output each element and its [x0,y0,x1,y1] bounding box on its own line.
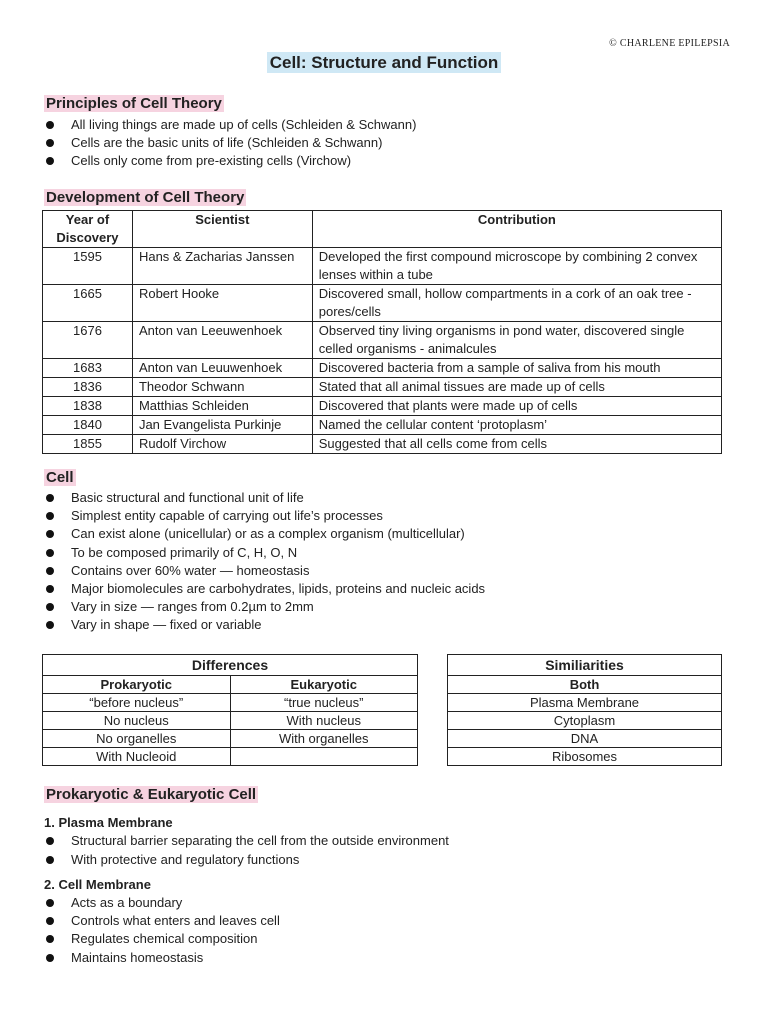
list-item: Vary in size — ranges from 0.2µm to 2mm [44,598,485,616]
prokaryotic-cell: No nucleus [43,712,231,730]
list-item: Contains over 60% water — homeostasis [44,562,485,580]
list-item: To be composed primarily of C, H, O, N [44,544,485,562]
eukaryotic-cell: With organelles [230,730,418,748]
scientist-cell: Matthias Schleiden [132,397,312,416]
similarities-title: Similiarities [448,655,722,676]
contribution-cell: Suggested that all cells come from cells [312,435,721,454]
scientist-cell: Jan Evangelista Purkinje [132,416,312,435]
list-item: Can exist alone (unicellular) or as a complex organism (multicellular) [44,525,485,543]
contribution-cell: Discovered that plants were made up of cells [312,397,721,416]
list-item: Structural barrier separating the cell from the outside environment [44,832,449,851]
scientist-cell: Anton van Leeuwenhoek [132,322,312,359]
table-row [448,730,722,748]
contribution-cell: Discovered small, hollow compartments in a cork of an oak tree - pores/cells [312,285,721,322]
table-row [448,694,722,712]
year-cell: 1855 [43,435,133,454]
contribution-cell: Observed tiny living organisms in pond water, discovered single celled organisms - animalcules [312,322,721,359]
cell-membrane-list [44,894,280,967]
table-row [43,285,722,322]
year-cell: 1676 [43,322,133,359]
table-row [448,712,722,730]
table-header-row [43,211,722,248]
table-row [43,248,722,285]
cell-list [44,489,485,635]
year-cell: 1683 [43,359,133,378]
list-item: Cells only come from pre-existing cells (Virchow) [44,152,416,170]
table-title-row [448,655,722,676]
table-row [43,416,722,435]
similarity-cell: Ribosomes [448,748,722,766]
list-item: Acts as a boundary [44,894,280,912]
scientist-cell: Rudolf Virchow [132,435,312,454]
list-item: With protective and regulatory functions [44,851,449,870]
similarity-cell: DNA [448,730,722,748]
contribution-cell: Named the cellular content ‘protoplasm’ [312,416,721,435]
list-item: Controls what enters and leaves cell [44,912,280,930]
table-row [43,397,722,416]
list-item: Maintains homeostasis [44,949,280,967]
cell-heading: Cell [46,469,74,486]
eukaryotic-cell: “true nucleus” [230,694,418,712]
list-item: All living things are made up of cells (Schleiden & Schwann) [44,116,416,134]
column-header-contribution: Contribution [312,211,721,248]
prok-euk-heading: Prokaryotic & Eukaryotic Cell [46,786,257,803]
list-item: Simplest entity capable of carrying out life’s processes [44,507,485,525]
column-header-year: Year of Discovery [43,211,133,248]
similarity-cell: Plasma Membrane [448,694,722,712]
contribution-cell: Stated that all animal tissues are made up of cells [312,378,721,397]
year-cell: 1840 [43,416,133,435]
table-row [448,748,722,766]
development-heading: Development of Cell Theory [46,189,245,206]
table-row [43,378,722,397]
scientist-cell: Hans & Zacharias Janssen [132,248,312,285]
scientist-cell: Robert Hooke [132,285,312,322]
list-item: Cells are the basic units of life (Schleiden & Schwann) [44,134,416,152]
similarity-cell: Cytoplasm [448,712,722,730]
table-row [43,359,722,378]
list-item: Major biomolecules are carbohydrates, lipids, proteins and nucleic acids [44,580,485,598]
table-row [43,748,418,766]
year-cell: 1836 [43,378,133,397]
prokaryotic-cell: No organelles [43,730,231,748]
page-title [0,53,768,73]
table-row [43,435,722,454]
column-header-prokaryotic: Prokaryotic [43,676,231,694]
list-item: Regulates chemical composition [44,930,280,948]
table-header-row [43,676,418,694]
plasma-membrane-subheading: 1. Plasma Membrane [44,815,173,830]
cell-membrane-subheading: 2. Cell Membrane [44,877,151,892]
contribution-cell: Developed the first compound microscope by combining 2 convex lenses within a tube [312,248,721,285]
page-title-text: Cell: Structure and Function [267,52,502,73]
table-row [43,712,418,730]
development-table [42,210,722,454]
column-header-scientist: Scientist [132,211,312,248]
year-cell: 1838 [43,397,133,416]
differences-table [42,654,418,766]
table-header-row [448,676,722,694]
principles-list [44,116,416,170]
table-row [43,322,722,359]
list-item: Basic structural and functional unit of life [44,489,485,507]
differences-title: Differences [43,655,418,676]
prokaryotic-cell: “before nucleus” [43,694,231,712]
scientist-cell: Theodor Schwann [132,378,312,397]
year-cell: 1595 [43,248,133,285]
scientist-cell: Anton van Leuuwenhoek [132,359,312,378]
prokaryotic-cell: With Nucleoid [43,748,231,766]
plasma-membrane-list [44,832,449,869]
list-item: Vary in shape — fixed or variable [44,616,485,634]
table-title-row [43,655,418,676]
copyright-notice: © CHARLENE EPILEPSIA [609,38,730,49]
similarities-table [447,654,722,766]
column-header-eukaryotic: Eukaryotic [230,676,418,694]
table-row [43,730,418,748]
eukaryotic-cell [230,748,418,766]
principles-heading: Principles of Cell Theory [46,95,222,112]
table-row [43,694,418,712]
eukaryotic-cell: With nucleus [230,712,418,730]
column-header-both: Both [448,676,722,694]
contribution-cell: Discovered bacteria from a sample of saliva from his mouth [312,359,721,378]
year-cell: 1665 [43,285,133,322]
